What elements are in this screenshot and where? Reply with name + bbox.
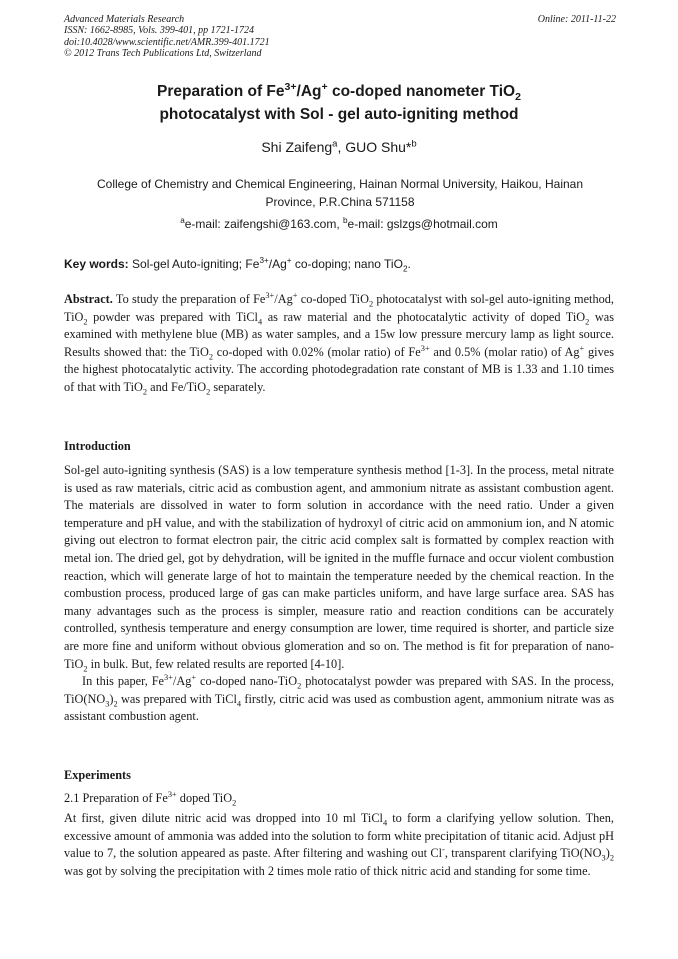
abstract-label: Abstract. [64,292,113,306]
copyright-line: © 2012 Trans Tech Publications Ltd, Switzerland [64,47,262,59]
introduction-heading: Introduction [64,439,131,453]
author-list: Shi Zaifeng$^a$, GUO Shu*$^b$ [261,138,417,155]
online-date: Online: 2011-11-22 [537,14,616,25]
author-2: GUO Shu* [345,139,412,155]
experiments-heading: Experiments [64,768,131,782]
keywords: Key words: Sol-gel Auto-igniting; $Fe^{3+}/Ag^+$ co-doping; nano TiO$_2$. [64,256,411,274]
title-line-2: photocatalyst with Sol - gel auto-igniting method [159,106,519,123]
introduction-body [64,462,614,726]
experiments-paragraph: At first, given dilute nitric acid was dropped into 10 ml TiCl$_4$ to form a clarifying yellow solution. Then, excessive amount of ammonia was added into the solution to form white precipitation of titanic acid. Adjust pH value to 7, the solution appeared as paste. After filtering and washing out Cl-, transparent clarifying $TiO(NO_3)_2$ was got by solving the precipitation with 2 times mole ratio of thick nitric acid and standing for some time. [64,811,614,878]
introduction-paragraph-1: Sol-gel auto-igniting synthesis (SAS) is a low temperature synthesis method [1-3]. In the process, metal nitrate is used as raw materials, citric acid as combustion agent, and ammonium nitrate as assistant combustion agent. The materials are dissolved in water to form solution in accordance with the need ratio. Under a given temperature and pH value, and with the stabilization of hydroxyl of citric acid on ammonium ion, and N atomic giving out electron to format electron pair, the citric acid complex salt is formatted by complex reaction with metal ion. The dried gel, got by dehydration, will be ignited in the muffle furnace and occur violent combustion reaction, which will generate large of hot to maintain the temperature needed by the chemical reaction. In the combustion process, produced large of gas can make particles uniform, and have large surface area. SAS has many advantages such as the process is simpler, measure ratio and reaction conditions can be accurately controlled, synthesis temperature and energy consumption are lower, time required is shorter, and particle size are more fine and uniform without obvious glomeration and so on. The method is fit for preparation of nano-TiO$_2$ in bulk. But, few related results are reported [4-10]. [64,463,614,673]
subsection-heading: 2.1 Preparation of $Fe^{3+}$ doped TiO$_2$ [64,789,237,808]
author-emails: $^a$e-mail: zaifengshi@163.com, $^b$e-mail: gslzgs@hotmail.com [180,216,498,231]
introduction-paragraph-2: In this paper, $Fe^{3+}/Ag^+$ co-doped nano-TiO$_2$ photocatalyst powder was prepared with SAS. In the process, $TiO(NO_3)_2$ was prepared with TiCl$_4$ firstly, citric acid was used as combustion agent, ammonium nitrate was as assistant combustion agent. [64,673,614,724]
author-1: Shi Zaifeng [261,139,333,155]
journal-name: Advanced Materials Research [64,14,185,25]
affiliation: College of Chemistry and Chemical Engineering, Hainan Normal University, Haikou, Hainan Province, P.R.China 571158 [97,177,583,209]
keywords-label: Key words: [64,257,129,271]
abstract-paragraph: Abstract. To study the preparation of $Fe^{3+}/Ag^+$ co-doped TiO$_2$ photocatalyst with sol-gel auto-igniting method, TiO$_2$ powder was prepared with TiCl$_4$ as raw material and the photocatalytic activity of doped TiO$_2$ was examined with methylene blue (MB) as water samples, and a 15w low pressure mercury lamp as light source. Results showed that: the TiO$_2$ co-doped with 0.02% (molar ratio) of $Fe^{3+}$ and 0.5% (molar ratio) of Ag+ gives the highest photocatalytic activity. The according photodegradation rate constant of MB is 1.33 and 1.10 times of that with TiO$_2$ and Fe/TiO$_2$ separately. [64,290,615,397]
journal-header [64,14,616,59]
doi-line: doi:10.4028/www.scientific.net/AMR.399-401.1721 [64,36,270,48]
issn-line: ISSN: 1662-8985, Vols. 399-401, pp 1721-1724 [64,25,254,37]
paper-title [40,80,638,126]
title-line-1: Preparation of $Fe^{3+}/Ag^+$ co-doped nanometer TiO$_2$ [157,80,521,104]
